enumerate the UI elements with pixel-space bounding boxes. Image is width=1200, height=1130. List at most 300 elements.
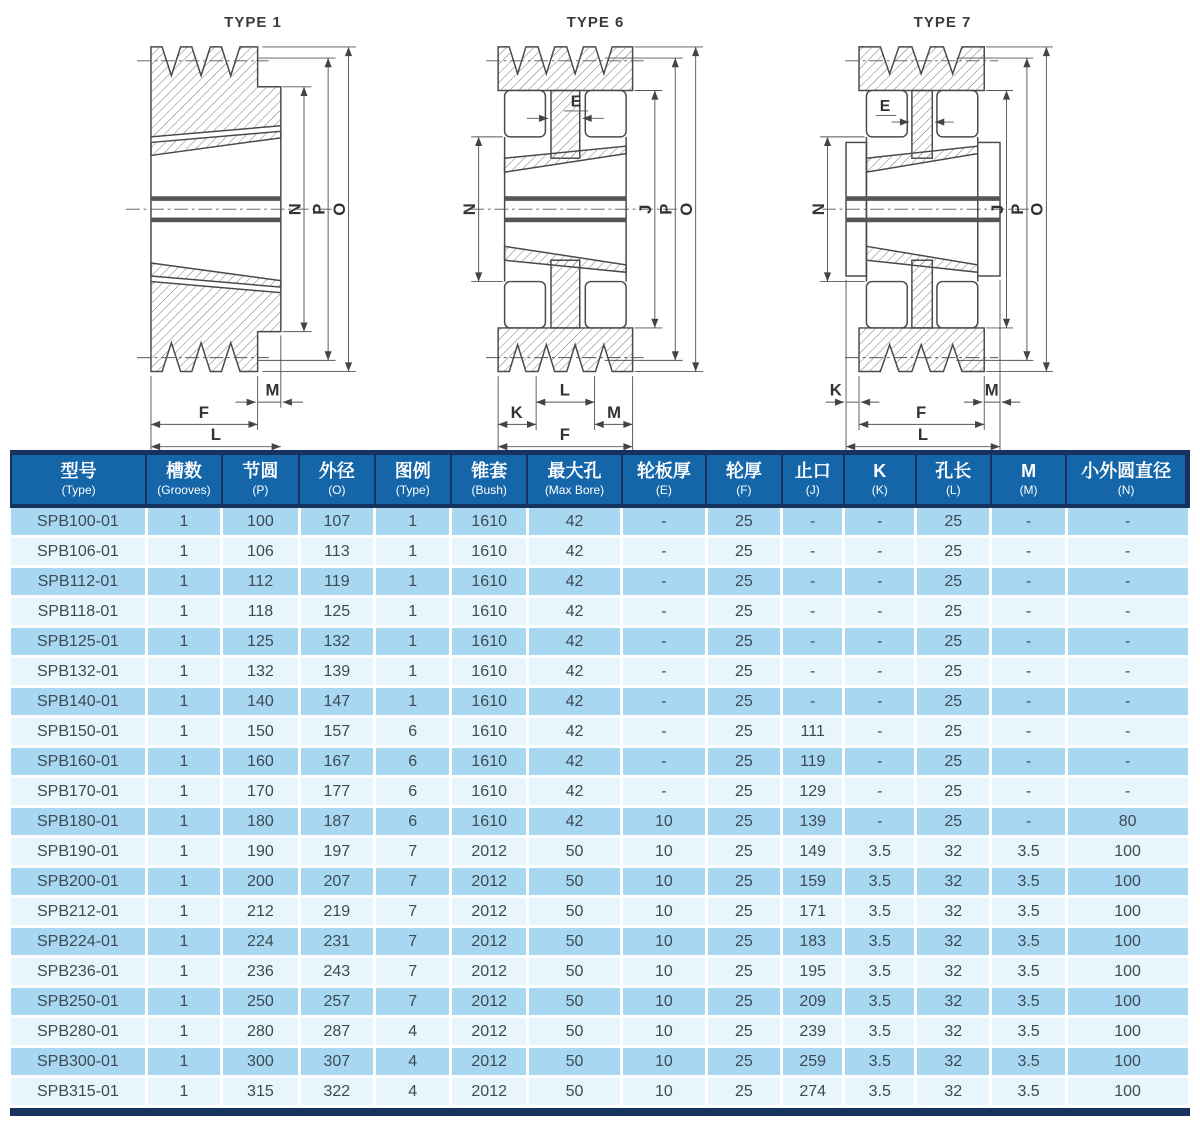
cell-bush: 2012 (451, 867, 527, 897)
cell-n: - (1066, 537, 1187, 567)
cell-k: 3.5 (844, 1017, 916, 1047)
cell-k: 3.5 (844, 837, 916, 867)
cell-f: 25 (706, 987, 781, 1017)
cell-bush: 1610 (451, 777, 527, 807)
cell-e: 10 (622, 927, 707, 957)
cell-j: 149 (782, 837, 844, 867)
cell-m: - (991, 747, 1066, 777)
cell-pitch: 236 (222, 957, 300, 987)
cell-pitch: 132 (222, 657, 300, 687)
cell-figure-type: 1 (375, 627, 451, 657)
column-header-zh: 最大孔 (547, 461, 602, 481)
cell-type: SPB180-01 (11, 807, 146, 837)
cell-j: 159 (782, 867, 844, 897)
cell-n: 80 (1066, 807, 1187, 837)
table-row (11, 687, 1188, 717)
cell-j: 239 (782, 1017, 844, 1047)
dim-label-o: O (1027, 202, 1047, 216)
cell-k: 3.5 (844, 927, 916, 957)
cell-bush: 1610 (451, 657, 527, 687)
column-header-zh: 槽数 (165, 461, 202, 481)
cell-m: 3.5 (991, 837, 1066, 867)
column-header-zh: M (1021, 461, 1037, 481)
cell-max-bore: 50 (527, 897, 621, 927)
cell-l: 32 (916, 957, 991, 987)
column-header-en: (Type) (61, 482, 96, 497)
cell-k: 3.5 (844, 987, 916, 1017)
column-header-zh: 轮厚 (725, 461, 762, 481)
dim-label-p: P (309, 203, 329, 215)
cell-bush: 2012 (451, 1047, 527, 1077)
cell-figure-type: 6 (375, 747, 451, 777)
column-header-zh: 止口 (794, 461, 831, 481)
cell-figure-type: 6 (375, 717, 451, 747)
cell-type: SPB100-01 (11, 506, 146, 537)
cell-f: 25 (706, 597, 781, 627)
cell-outer-dia: 132 (299, 627, 374, 657)
cell-j: - (782, 537, 844, 567)
cell-e: 10 (622, 987, 707, 1017)
cell-n: - (1066, 627, 1187, 657)
cell-l: 25 (916, 627, 991, 657)
dim-label-j: J (636, 204, 656, 214)
cell-m: - (991, 597, 1066, 627)
cell-j: 259 (782, 1047, 844, 1077)
cell-bush: 2012 (451, 957, 527, 987)
cell-n: 100 (1066, 837, 1187, 867)
cell-figure-type: 6 (375, 807, 451, 837)
cell-max-bore: 50 (527, 987, 621, 1017)
cell-outer-dia: 197 (299, 837, 374, 867)
cell-figure-type: 1 (375, 567, 451, 597)
table-row (11, 1017, 1188, 1047)
cell-m: - (991, 567, 1066, 597)
cell-outer-dia: 147 (299, 687, 374, 717)
cell-l: 25 (916, 717, 991, 747)
table-row (11, 957, 1188, 987)
cell-n: 100 (1066, 1047, 1187, 1077)
column-header (375, 453, 451, 507)
cell-l: 32 (916, 837, 991, 867)
table-row (11, 927, 1188, 957)
cell-max-bore: 42 (527, 627, 621, 657)
cell-e: 10 (622, 837, 707, 867)
cell-grooves: 1 (146, 717, 221, 747)
cell-figure-type: 1 (375, 597, 451, 627)
cell-n: 100 (1066, 1077, 1187, 1107)
dim-label-p: P (1008, 203, 1028, 215)
column-header-en: (M) (1019, 482, 1038, 497)
cell-k: - (844, 717, 916, 747)
cell-max-bore: 50 (527, 1017, 621, 1047)
cell-pitch: 160 (222, 747, 300, 777)
cell-pitch: 190 (222, 837, 300, 867)
dim-label-f: F (559, 425, 570, 445)
cell-e: - (622, 657, 707, 687)
cell-grooves: 1 (146, 657, 221, 687)
column-header-en: (Type) (395, 482, 430, 497)
cell-f: 25 (706, 897, 781, 927)
cell-grooves: 1 (146, 897, 221, 927)
cell-type: SPB300-01 (11, 1047, 146, 1077)
cell-m: 3.5 (991, 1017, 1066, 1047)
cell-n: - (1066, 717, 1187, 747)
cell-j: 129 (782, 777, 844, 807)
cell-n: 100 (1066, 1017, 1187, 1047)
cell-type: SPB224-01 (11, 927, 146, 957)
cell-type: SPB125-01 (11, 627, 146, 657)
cell-figure-type: 1 (375, 506, 451, 537)
cell-max-bore: 42 (527, 777, 621, 807)
dim-label-o: O (676, 202, 696, 216)
cell-bush: 2012 (451, 1017, 527, 1047)
column-header-en: (O) (328, 482, 346, 497)
cell-outer-dia: 167 (299, 747, 374, 777)
cell-n: - (1066, 687, 1187, 717)
column-header-en: (Bush) (471, 482, 507, 497)
cell-l: 25 (916, 777, 991, 807)
pulley-drawing-type1 (109, 33, 397, 455)
cell-figure-type: 1 (375, 657, 451, 687)
cell-m: 3.5 (991, 987, 1066, 1017)
dim-label-m: M (265, 380, 280, 400)
cell-f: 25 (706, 1077, 781, 1107)
cell-grooves: 1 (146, 1077, 221, 1107)
column-header (706, 453, 781, 507)
column-header (782, 453, 844, 507)
cell-k: 3.5 (844, 1047, 916, 1077)
cell-n: 100 (1066, 957, 1187, 987)
cell-outer-dia: 231 (299, 927, 374, 957)
cell-pitch: 170 (222, 777, 300, 807)
cell-l: 32 (916, 1077, 991, 1107)
cell-outer-dia: 113 (299, 537, 374, 567)
cell-l: 25 (916, 597, 991, 627)
cell-grooves: 1 (146, 957, 221, 987)
cell-k: - (844, 506, 916, 537)
dim-label-l: L (917, 425, 929, 445)
cell-figure-type: 7 (375, 927, 451, 957)
cell-outer-dia: 219 (299, 897, 374, 927)
spec-table-wrap (0, 450, 1200, 1116)
dim-label-e: E (879, 97, 891, 115)
cell-outer-dia: 177 (299, 777, 374, 807)
cell-figure-type: 4 (375, 1047, 451, 1077)
table-bottom-bar (10, 1108, 1190, 1116)
cell-type: SPB170-01 (11, 777, 146, 807)
cell-type: SPB212-01 (11, 897, 146, 927)
cell-pitch: 118 (222, 597, 300, 627)
column-header-en: (P) (252, 482, 269, 497)
dim-label-n: N (285, 203, 305, 216)
diagram-type7 (794, 12, 1091, 450)
column-header-zh: 轮板厚 (636, 461, 691, 481)
cell-l: 25 (916, 657, 991, 687)
cell-max-bore: 42 (527, 717, 621, 747)
cell-grooves: 1 (146, 597, 221, 627)
cell-pitch: 315 (222, 1077, 300, 1107)
cell-e: - (622, 717, 707, 747)
cell-type: SPB250-01 (11, 987, 146, 1017)
cell-max-bore: 42 (527, 567, 621, 597)
cell-m: - (991, 657, 1066, 687)
cell-bush: 1610 (451, 506, 527, 537)
cell-max-bore: 42 (527, 687, 621, 717)
cell-f: 25 (706, 506, 781, 537)
cell-j: 195 (782, 957, 844, 987)
cell-max-bore: 50 (527, 1077, 621, 1107)
cell-m: 3.5 (991, 1047, 1066, 1077)
cell-figure-type: 4 (375, 1077, 451, 1107)
dim-label-l: L (559, 380, 570, 400)
cell-grooves: 1 (146, 1047, 221, 1077)
dim-label-f: F (198, 402, 209, 422)
cell-pitch: 100 (222, 506, 300, 537)
column-header-zh: 小外圆直径 (1081, 461, 1172, 481)
column-header-en: (K) (871, 482, 888, 497)
cell-max-bore: 42 (527, 807, 621, 837)
cell-n: - (1066, 657, 1187, 687)
column-header (451, 453, 527, 507)
dim-label-m: M (607, 402, 622, 422)
cell-j: - (782, 627, 844, 657)
cell-k: 3.5 (844, 957, 916, 987)
cell-l: 25 (916, 537, 991, 567)
cell-e: - (622, 597, 707, 627)
cell-pitch: 180 (222, 807, 300, 837)
cell-bush: 2012 (451, 987, 527, 1017)
cell-figure-type: 7 (375, 987, 451, 1017)
cell-l: 32 (916, 987, 991, 1017)
cell-figure-type: 7 (375, 867, 451, 897)
cell-figure-type: 7 (375, 837, 451, 867)
cell-l: 25 (916, 687, 991, 717)
column-header-en: (Grooves) (157, 482, 211, 497)
cell-e: - (622, 627, 707, 657)
table-row (11, 537, 1188, 567)
cell-bush: 2012 (451, 897, 527, 927)
cell-e: 10 (622, 897, 707, 927)
table-row (11, 597, 1188, 627)
dim-label-k: K (829, 380, 842, 400)
column-header (844, 453, 916, 507)
cell-k: 3.5 (844, 1077, 916, 1107)
cell-k: - (844, 807, 916, 837)
cell-bush: 2012 (451, 927, 527, 957)
cell-pitch: 150 (222, 717, 300, 747)
cell-m: - (991, 506, 1066, 537)
cell-n: - (1066, 597, 1187, 627)
pulley-body (498, 47, 632, 372)
cell-f: 25 (706, 927, 781, 957)
cell-l: 32 (916, 1017, 991, 1047)
cell-bush: 1610 (451, 807, 527, 837)
cell-max-bore: 42 (527, 506, 621, 537)
cell-bush: 1610 (451, 597, 527, 627)
dim-label-k: K (510, 402, 523, 422)
cell-grooves: 1 (146, 867, 221, 897)
cell-type: SPB132-01 (11, 657, 146, 687)
cell-e: 10 (622, 1047, 707, 1077)
cell-max-bore: 50 (527, 927, 621, 957)
cell-m: 3.5 (991, 957, 1066, 987)
column-header (222, 453, 300, 507)
cell-bush: 2012 (451, 1077, 527, 1107)
cell-l: 25 (916, 807, 991, 837)
cell-e: 10 (622, 1077, 707, 1107)
cell-f: 25 (706, 867, 781, 897)
dim-label-e: E (570, 93, 582, 111)
cell-k: - (844, 657, 916, 687)
cell-max-bore: 42 (527, 657, 621, 687)
table-header (11, 453, 1188, 507)
cell-j: 274 (782, 1077, 844, 1107)
cell-bush: 1610 (451, 537, 527, 567)
dim-label-m: M (984, 380, 999, 400)
cell-f: 25 (706, 777, 781, 807)
column-header (622, 453, 707, 507)
cell-k: - (844, 597, 916, 627)
column-header-zh: 节圆 (242, 461, 279, 481)
table-row (11, 627, 1188, 657)
spec-table (10, 450, 1190, 1108)
cell-outer-dia: 307 (299, 1047, 374, 1077)
cell-grooves: 1 (146, 747, 221, 777)
cell-grooves: 1 (146, 807, 221, 837)
cell-bush: 1610 (451, 687, 527, 717)
cell-figure-type: 4 (375, 1017, 451, 1047)
cell-f: 25 (706, 687, 781, 717)
cell-j: - (782, 597, 844, 627)
table-row (11, 777, 1188, 807)
cell-outer-dia: 243 (299, 957, 374, 987)
cell-type: SPB280-01 (11, 1017, 146, 1047)
cell-k: - (844, 537, 916, 567)
cell-pitch: 250 (222, 987, 300, 1017)
cell-k: 3.5 (844, 867, 916, 897)
column-header-en: (F) (736, 482, 752, 497)
cell-pitch: 140 (222, 687, 300, 717)
table-row (11, 867, 1188, 897)
cell-n: 100 (1066, 867, 1187, 897)
cell-outer-dia: 207 (299, 867, 374, 897)
cell-m: - (991, 777, 1066, 807)
cell-type: SPB190-01 (11, 837, 146, 867)
cell-grooves: 1 (146, 687, 221, 717)
column-header-zh: 锥套 (471, 461, 508, 481)
table-row (11, 1077, 1188, 1107)
cell-l: 25 (916, 747, 991, 777)
table-body (11, 506, 1188, 1107)
cell-f: 25 (706, 837, 781, 867)
cell-m: - (991, 627, 1066, 657)
cell-max-bore: 42 (527, 747, 621, 777)
cell-max-bore: 50 (527, 957, 621, 987)
cell-n: 100 (1066, 897, 1187, 927)
cell-n: 100 (1066, 927, 1187, 957)
cell-grooves: 1 (146, 837, 221, 867)
cell-k: - (844, 687, 916, 717)
cell-type: SPB160-01 (11, 747, 146, 777)
cell-f: 25 (706, 717, 781, 747)
cell-type: SPB140-01 (11, 687, 146, 717)
dim-label-o: O (329, 202, 349, 216)
diagram-type6 (447, 12, 744, 450)
cell-figure-type: 7 (375, 897, 451, 927)
table-row (11, 567, 1188, 597)
cell-l: 32 (916, 867, 991, 897)
column-header (299, 453, 374, 507)
cell-figure-type: 1 (375, 537, 451, 567)
cell-m: - (991, 687, 1066, 717)
cell-l: 25 (916, 506, 991, 537)
column-header (146, 453, 221, 507)
column-header-en: (E) (655, 482, 672, 497)
table-row (11, 987, 1188, 1017)
cell-type: SPB112-01 (11, 567, 146, 597)
cell-n: 100 (1066, 987, 1187, 1017)
cell-outer-dia: 187 (299, 807, 374, 837)
cell-type: SPB200-01 (11, 867, 146, 897)
cell-j: 171 (782, 897, 844, 927)
cell-outer-dia: 125 (299, 597, 374, 627)
cell-bush: 1610 (451, 717, 527, 747)
cell-figure-type: 6 (375, 777, 451, 807)
table-header-row (11, 453, 1188, 507)
cell-outer-dia: 322 (299, 1077, 374, 1107)
dim-label-n: N (459, 203, 479, 216)
column-header-en: (L) (945, 482, 961, 497)
cell-k: - (844, 627, 916, 657)
column-header-zh: 型号 (60, 461, 97, 481)
cell-bush: 1610 (451, 627, 527, 657)
pulley-drawing-type7 (794, 33, 1091, 455)
cell-k: - (844, 567, 916, 597)
cell-grooves: 1 (146, 1017, 221, 1047)
table-row (11, 717, 1188, 747)
column-header-zh: K (873, 461, 887, 481)
cell-bush: 1610 (451, 747, 527, 777)
cell-l: 32 (916, 897, 991, 927)
cell-f: 25 (706, 1017, 781, 1047)
cell-bush: 1610 (451, 567, 527, 597)
cell-j: - (782, 657, 844, 687)
cell-m: 3.5 (991, 867, 1066, 897)
column-header (991, 453, 1066, 507)
diagram-title-type6: TYPE 6 (566, 14, 625, 31)
cell-e: 10 (622, 957, 707, 987)
cell-e: - (622, 747, 707, 777)
cell-f: 25 (706, 957, 781, 987)
cell-e: - (622, 687, 707, 717)
cell-type: SPB236-01 (11, 957, 146, 987)
cell-l: 32 (916, 927, 991, 957)
cell-e: 10 (622, 867, 707, 897)
dim-label-p: P (656, 203, 676, 215)
cell-grooves: 1 (146, 987, 221, 1017)
table-row (11, 837, 1188, 867)
table-row (11, 807, 1188, 837)
cell-e: 10 (622, 807, 707, 837)
cell-n: - (1066, 506, 1187, 537)
column-header-zh: 孔长 (935, 461, 972, 481)
cell-pitch: 125 (222, 627, 300, 657)
cell-pitch: 280 (222, 1017, 300, 1047)
cell-pitch: 112 (222, 567, 300, 597)
cell-pitch: 212 (222, 897, 300, 927)
cell-max-bore: 50 (527, 837, 621, 867)
cell-outer-dia: 119 (299, 567, 374, 597)
